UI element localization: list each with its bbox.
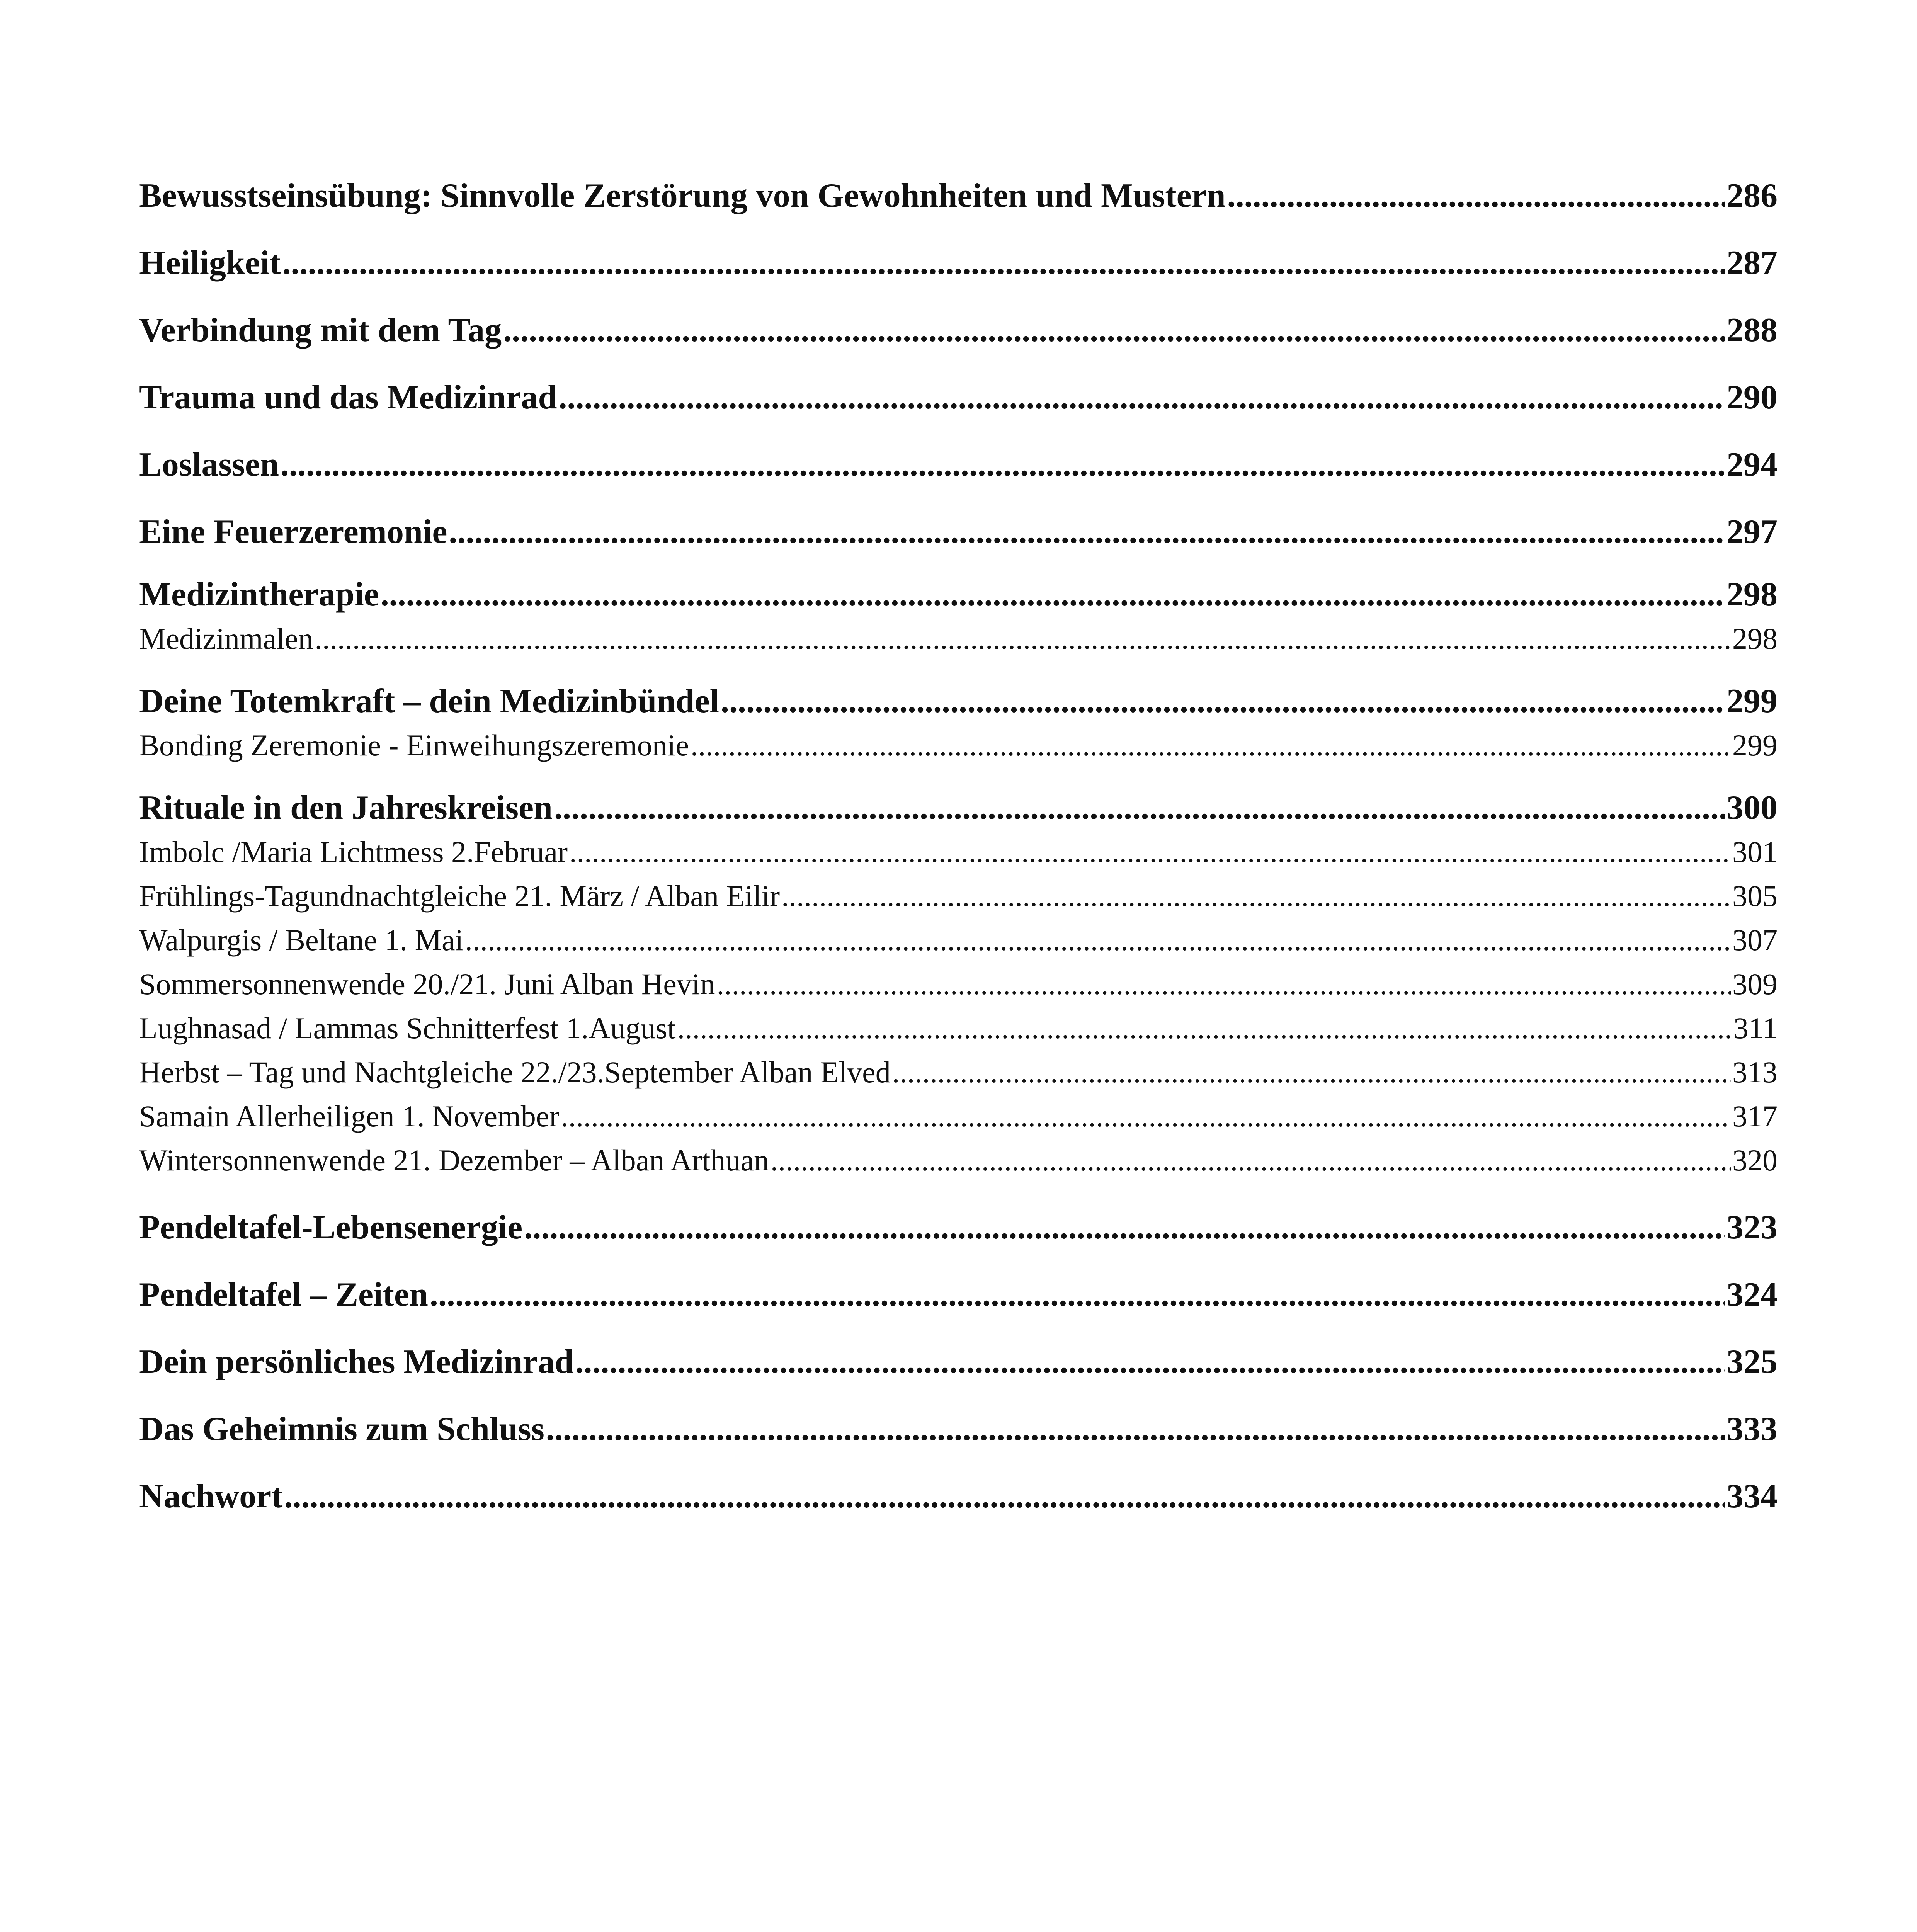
toc-subentry[interactable]	[139, 962, 1778, 1006]
toc-entry-title: Eine Feuerzeremonie	[139, 513, 447, 551]
toc-leader-dots	[575, 1328, 1725, 1396]
toc-subentry-page: 307	[1732, 923, 1778, 957]
toc-subentry-title: Imbolc /Maria Lichtmess 2.Februar	[139, 835, 568, 869]
toc-subentry[interactable]	[139, 918, 1778, 962]
toc-entry-page: 324	[1726, 1276, 1778, 1313]
toc-entry-title: Verbindung mit dem Tag	[139, 311, 502, 349]
toc-entry-page: 333	[1726, 1410, 1778, 1448]
toc-subentry[interactable]	[139, 1006, 1778, 1050]
toc-leader-dots	[771, 1138, 1731, 1182]
toc-leader-dots	[1227, 162, 1725, 230]
table-of-contents	[139, 162, 1778, 1530]
toc-entry-title: Medizintherapie	[139, 576, 379, 613]
toc-subentry-page: 313	[1732, 1055, 1778, 1089]
toc-entry-title: Dein persönliches Medizinrad	[139, 1343, 574, 1381]
toc-entry-title: Bewusstseinsübung: Sinnvolle Zerstörung von Gewohnheiten und Mustern	[139, 177, 1226, 214]
toc-entry-page: 288	[1726, 311, 1778, 349]
toc-leader-dots	[281, 431, 1725, 498]
toc-subentry-title: Wintersonnenwende 21. Dezember – Alban Arthuan	[139, 1143, 769, 1177]
toc-entry[interactable]	[139, 779, 1778, 830]
toc-leader-dots	[561, 1094, 1731, 1138]
toc-leader-dots	[282, 230, 1725, 297]
toc-subentry-title: Samain Allerheiligen 1. November	[139, 1099, 560, 1133]
toc-subentry-title: Sommersonnenwende 20./21. Juni Alban Hevin	[139, 967, 715, 1001]
toc-entry[interactable]	[139, 566, 1778, 617]
toc-subentry-page: 299	[1732, 728, 1778, 762]
toc-entry[interactable]	[139, 1463, 1778, 1530]
toc-leader-dots	[315, 617, 1731, 661]
toc-subentry-title: Medizinmalen	[139, 622, 313, 655]
toc-leader-dots	[721, 672, 1725, 723]
toc-leader-dots	[677, 1006, 1732, 1050]
toc-subentry-page: 311	[1733, 1011, 1778, 1045]
toc-subentry-page: 317	[1732, 1099, 1778, 1133]
toc-entry-title: Nachwort	[139, 1478, 283, 1515]
toc-subentry[interactable]	[139, 723, 1778, 767]
toc-leader-dots	[569, 830, 1731, 874]
toc-subentry-title: Lughnasad / Lammas Schnitterfest 1.August	[139, 1011, 676, 1045]
toc-entry-title: Pendeltafel-Lebensenergie	[139, 1209, 523, 1246]
toc-leader-dots	[524, 1194, 1725, 1261]
toc-subentry-title: Herbst – Tag und Nachtgleiche 22./23.September Alban Elved	[139, 1055, 891, 1089]
toc-entry[interactable]	[139, 162, 1778, 230]
toc-leader-dots	[781, 874, 1731, 918]
toc-leader-dots	[892, 1050, 1731, 1094]
toc-subentry[interactable]	[139, 1094, 1778, 1138]
toc-subentry-page: 320	[1732, 1143, 1778, 1177]
toc-entry[interactable]	[139, 297, 1778, 364]
toc-entry-page: 323	[1726, 1209, 1778, 1246]
toc-entry[interactable]	[139, 364, 1778, 431]
toc-leader-dots	[554, 779, 1725, 830]
toc-subentry[interactable]	[139, 874, 1778, 918]
toc-entry-title: Deine Totemkraft – dein Medizinbündel	[139, 682, 719, 720]
toc-leader-dots	[717, 962, 1731, 1006]
toc-leader-dots	[503, 297, 1725, 364]
toc-entry-page: 334	[1726, 1478, 1778, 1515]
toc-entry-page: 325	[1726, 1343, 1778, 1381]
toc-subentry-page: 305	[1732, 879, 1778, 913]
toc-entry-title: Das Geheimnis zum Schluss	[139, 1410, 544, 1448]
toc-entry-title: Trauma und das Medizinrad	[139, 379, 557, 416]
toc-leader-dots	[691, 723, 1731, 767]
toc-subentry-title: Walpurgis / Beltane 1. Mai	[139, 923, 464, 957]
toc-entry-title: Heiligkeit	[139, 244, 281, 282]
toc-leader-dots	[381, 566, 1725, 617]
toc-entry-page: 299	[1726, 682, 1778, 720]
toc-entry-title: Loslassen	[139, 446, 279, 483]
toc-entry[interactable]	[139, 1328, 1778, 1396]
toc-entry-page: 287	[1726, 244, 1778, 282]
toc-subentry[interactable]	[139, 1050, 1778, 1094]
toc-leader-dots	[465, 918, 1731, 962]
toc-entry-title: Pendeltafel – Zeiten	[139, 1276, 428, 1313]
toc-entry[interactable]	[139, 1261, 1778, 1328]
toc-subentry-title: Bonding Zeremonie - Einweihungszeremonie	[139, 728, 689, 762]
toc-subentry[interactable]	[139, 617, 1778, 661]
toc-entry-page: 298	[1726, 576, 1778, 613]
toc-entry-page: 300	[1726, 789, 1778, 827]
toc-leader-dots	[430, 1261, 1725, 1328]
toc-entry-page: 294	[1726, 446, 1778, 483]
toc-subentry-page: 301	[1732, 835, 1778, 869]
toc-subentry[interactable]	[139, 1138, 1778, 1182]
toc-entry-page: 286	[1726, 177, 1778, 214]
toc-entry[interactable]	[139, 498, 1778, 566]
toc-entry-page: 290	[1726, 379, 1778, 416]
toc-leader-dots	[558, 364, 1725, 431]
toc-entry-title: Rituale in den Jahreskreisen	[139, 789, 553, 827]
toc-entry[interactable]	[139, 230, 1778, 297]
toc-leader-dots	[449, 498, 1725, 566]
toc-subentry-page: 298	[1732, 622, 1778, 655]
toc-entry[interactable]	[139, 672, 1778, 723]
toc-entry[interactable]	[139, 1194, 1778, 1261]
toc-subentry[interactable]	[139, 830, 1778, 874]
toc-entry-page: 297	[1726, 513, 1778, 551]
toc-leader-dots	[284, 1463, 1725, 1530]
toc-subentry-title: Frühlings-Tagundnachtgleiche 21. März / Alban Eilir	[139, 879, 780, 913]
toc-subentry-page: 309	[1732, 967, 1778, 1001]
toc-entry[interactable]	[139, 1396, 1778, 1463]
toc-leader-dots	[546, 1396, 1725, 1463]
toc-entry[interactable]	[139, 431, 1778, 498]
